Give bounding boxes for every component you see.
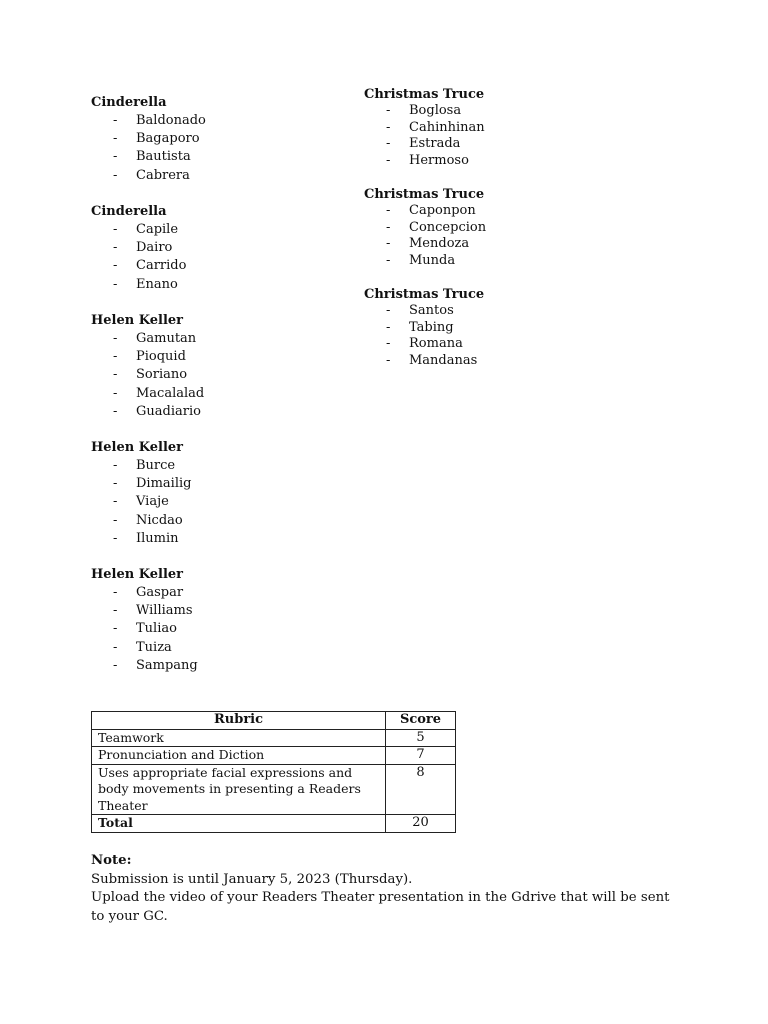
note-section [91,852,681,927]
group-title: Cinderella [91,95,167,110]
total-score: 20 [386,815,456,833]
bullet-dash: - [386,336,391,352]
list-item [91,403,204,421]
list-item [91,475,191,493]
list-item [91,257,186,275]
table-row [92,764,456,815]
bullet-dash: - [113,512,118,528]
bullet-dash: - [113,349,118,365]
group-christmas-truce-3 [364,286,484,370]
list-item [91,602,198,620]
member-name: Enano [136,276,178,292]
list-item [91,512,191,530]
member-name: Viaje [136,494,169,510]
group-title: Christmas Truce [364,87,485,102]
member-name: Baldonado [136,113,206,128]
member-name: Tabing [409,319,454,335]
member-name: Santos [409,303,454,318]
member-name: Tuliao [136,621,177,637]
note-title: Note: [91,853,132,868]
group-title: Helen Keller [91,313,184,328]
member-name: Macalalad [136,385,205,401]
member-name: Munda [409,253,456,269]
member-list [364,103,485,170]
member-name: Bagaporo [136,131,200,147]
list-item [364,320,484,337]
bullet-dash: - [113,167,118,183]
list-item [364,253,486,270]
list-item [91,239,186,257]
bullet-dash: - [113,494,118,510]
member-name: Pioquid [136,349,186,365]
score-header: Score [386,712,456,730]
criterion-cell: Teamwork [92,729,386,747]
bullet-dash: - [386,353,391,369]
bullet-dash: - [386,136,391,152]
bullet-dash: - [113,585,118,600]
list-item [364,103,485,120]
table-header-row [92,712,456,730]
list-item [364,120,485,137]
list-item [364,203,486,220]
bullet-dash: - [386,253,391,269]
member-name: Boglosa [409,103,462,118]
member-name: Cahinhinan [409,119,485,135]
criterion-cell: Uses appropriate facial expressions and body movements in presenting a Readers Theater [92,764,386,815]
total-row [92,815,456,833]
list-item [91,657,198,675]
list-item [364,153,485,170]
list-item [91,620,198,638]
group-helen-keller-1 [91,312,204,421]
score-cell: 8 [386,764,456,815]
list-item [91,130,206,148]
bullet-dash: - [113,113,118,128]
member-name: Concepcion [409,219,487,235]
rubric-header: Rubric [92,712,386,730]
total-label: Total [92,815,386,833]
bullet-dash: - [386,219,391,235]
bullet-dash: - [113,403,118,419]
table-row [92,747,456,765]
group-title: Christmas Truce [364,287,485,302]
member-name: Carrido [136,258,187,274]
score-cell: 7 [386,747,456,765]
list-item [91,385,204,403]
bullet-dash: - [113,367,118,383]
note-upload-text: Upload the video of your Readers Theater presentation in the Gdrive that will be sent to your GC. [91,890,670,925]
bullet-dash: - [113,149,118,165]
member-list [91,330,204,421]
member-name: Romana [409,336,463,352]
member-name: Gaspar [136,585,184,600]
rubric-table [91,711,456,833]
bullet-dash: - [113,476,118,492]
bullet-dash: - [386,236,391,252]
member-name: Nicdao [136,512,183,528]
list-item [364,136,485,153]
group-helen-keller-3 [91,566,198,675]
bullet-dash: - [386,153,391,169]
member-name: Cabrera [136,167,190,183]
group-title: Helen Keller [91,440,184,455]
group-cinderella-2 [91,203,186,294]
member-name: Mendoza [409,236,470,252]
criterion-cell: Pronunciation and Diction [92,747,386,765]
member-name: Dimailig [136,476,192,492]
list-item [91,221,186,239]
member-list [91,221,186,294]
bullet-dash: - [113,621,118,637]
group-christmas-truce-2 [364,186,486,270]
score-cell: 5 [386,729,456,747]
bullet-dash: - [113,276,118,292]
member-list [364,203,486,270]
list-item [91,112,206,130]
list-item [91,276,186,294]
member-name: Burce [136,458,176,473]
member-name: Mandanas [409,353,478,369]
list-item [364,236,486,253]
bullet-dash: - [113,458,118,473]
list-item [91,366,204,384]
member-list [91,457,191,548]
bullet-dash: - [386,103,391,118]
list-item [91,348,204,366]
bullet-dash: - [113,603,118,619]
list-item [364,336,484,353]
list-item [364,220,486,237]
list-item [91,530,191,548]
bullet-dash: - [113,657,118,673]
group-helen-keller-2 [91,439,191,548]
group-title: Cinderella [91,204,167,219]
list-item [91,584,198,602]
member-name: Williams [136,603,193,619]
bullet-dash: - [113,240,118,256]
member-name: Sampang [136,657,198,673]
list-item [91,167,206,185]
list-item [91,330,204,348]
member-name: Estrada [409,136,461,152]
member-name: Dairo [136,240,173,256]
bullet-dash: - [386,203,391,218]
bullet-dash: - [386,119,391,135]
group-title: Christmas Truce [364,187,485,202]
bullet-dash: - [113,530,118,546]
member-name: Guadiario [136,403,201,419]
member-list [364,303,484,370]
member-list [91,112,206,185]
group-cinderella-1 [91,94,206,185]
member-name: Gamutan [136,331,197,346]
bullet-dash: - [113,131,118,147]
list-item [364,303,484,320]
list-item [91,493,191,511]
bullet-dash: - [386,303,391,318]
member-name: Hermoso [409,153,469,169]
member-name: Ilumin [136,530,179,546]
table-row [92,729,456,747]
list-item [364,353,484,370]
note-submission-text: Submission is until January 5, 2023 (Thursday). [91,871,413,887]
bullet-dash: - [113,385,118,401]
bullet-dash: - [386,319,391,335]
bullet-dash: - [113,258,118,274]
bullet-dash: - [113,639,118,655]
list-item [91,148,206,166]
member-name: Tuiza [136,639,172,655]
list-item [91,639,198,657]
member-name: Bautista [136,149,191,165]
list-item [91,457,191,475]
group-title: Helen Keller [91,567,184,582]
group-christmas-truce-1 [364,86,485,170]
bullet-dash: - [113,222,118,237]
member-name: Capile [136,222,179,237]
member-name: Soriano [136,367,188,383]
member-list [91,584,198,675]
member-name: Caponpon [409,203,476,218]
bullet-dash: - [113,331,118,346]
